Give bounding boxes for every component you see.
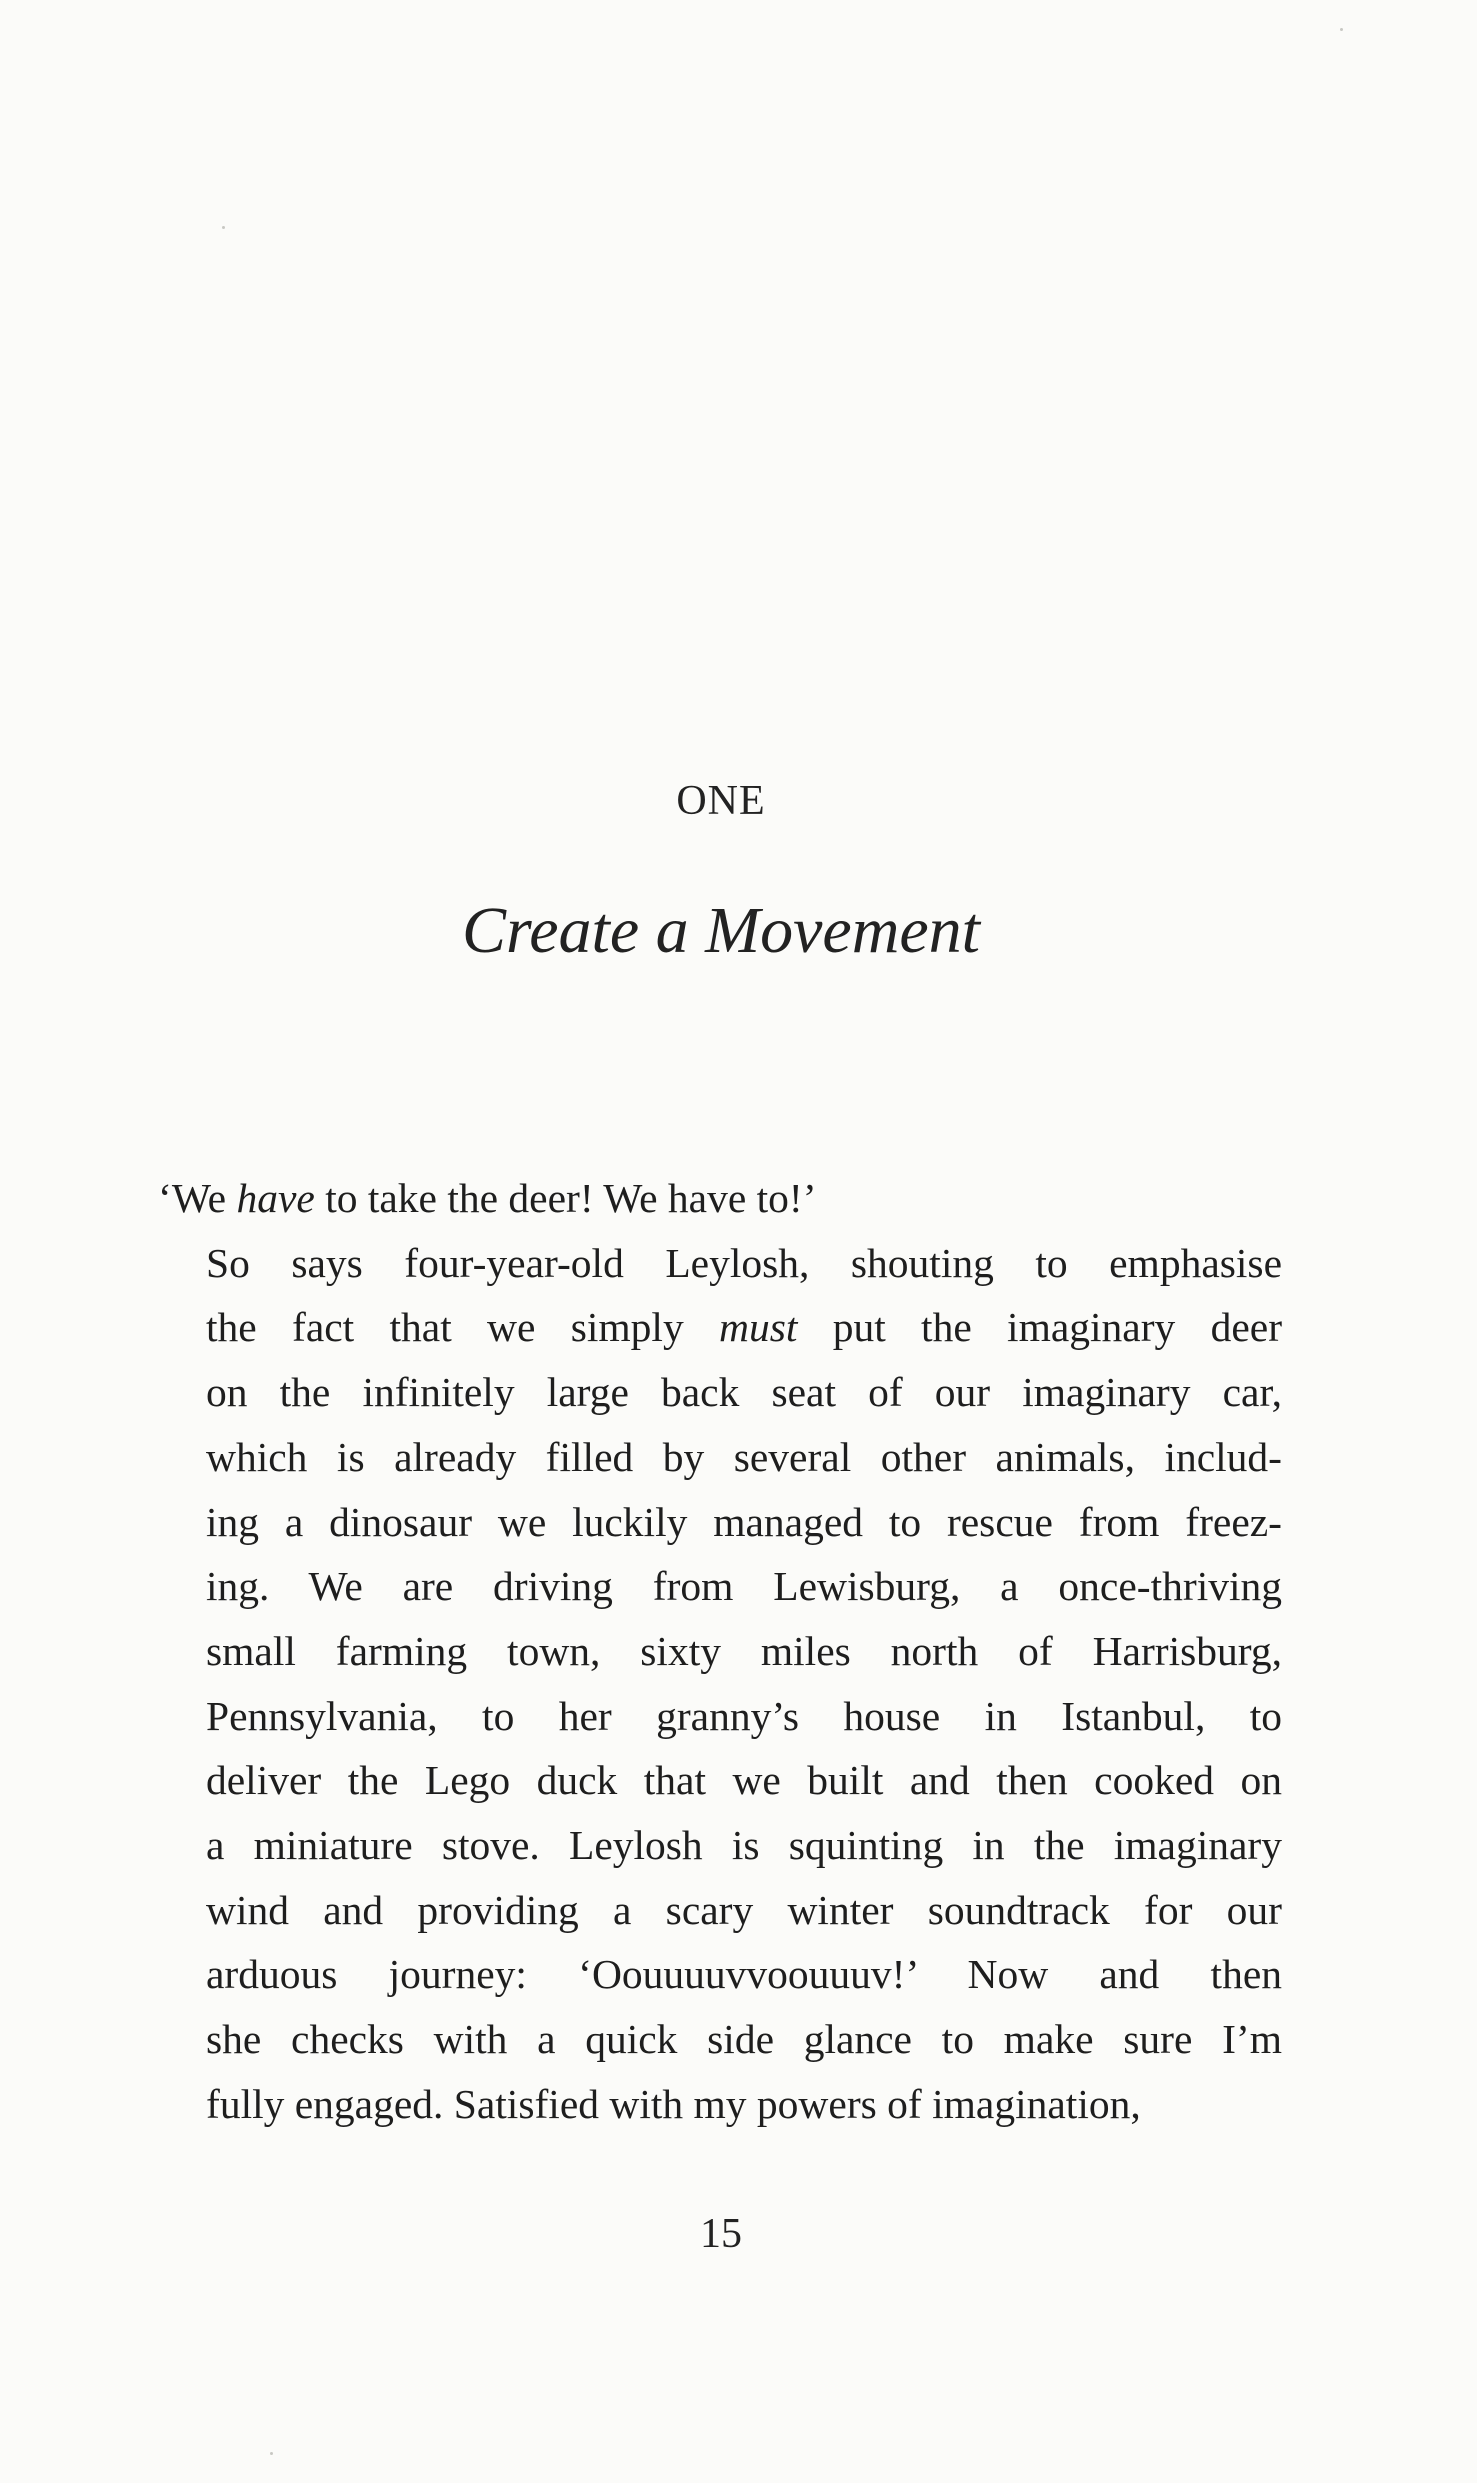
line-text: arduous journey: ‘Oouuuuvvoouuuv!’ Now and then [206, 1951, 1282, 1998]
paper-speck [270, 2452, 273, 2455]
line-text: ing. We are driving from Lewisburg, a once-thriving [206, 1563, 1282, 1610]
main-paragraph [158, 1231, 1282, 2137]
paragraph-line [158, 1295, 1282, 1360]
paragraph-line [158, 2072, 1282, 2137]
paragraph-segment-italic: have [236, 1175, 315, 1221]
paper-speck [222, 226, 225, 229]
opening-quote-paragraph [158, 1166, 1282, 1231]
paper-speck [1340, 28, 1343, 31]
body-text [158, 1166, 1282, 2137]
line-text: on the infinitely large back seat of our imaginary car, [206, 1369, 1282, 1416]
line-text: So says four-year-old Leylosh, shouting to emphasise [206, 1239, 1282, 1286]
italic-word: must [719, 1304, 798, 1351]
line-text: she checks with a quick side glance to make sure I’m [206, 2016, 1282, 2063]
paragraph-line [158, 1554, 1282, 1619]
paragraph-line [158, 1878, 1282, 1943]
paragraph-segment: ‘We [158, 1175, 237, 1221]
paragraph-line [158, 2007, 1282, 2072]
paragraph-line [158, 1813, 1282, 1878]
line-text: Pennsylvania, to her granny’s house in Istanbul, to [206, 1692, 1282, 1739]
line-text: small farming town, sixty miles north of Harrisburg, [206, 1627, 1282, 1674]
line-text: wind and providing a scary winter soundtrack for our [206, 1886, 1282, 1933]
chapter-title: Create a Movement [461, 894, 981, 967]
paragraph-line [158, 1684, 1282, 1749]
paragraph-line [158, 1619, 1282, 1684]
paragraph-line [158, 1490, 1282, 1555]
line-text: the fact that we simply [206, 1304, 720, 1351]
paragraph-line [158, 1360, 1282, 1425]
line-text: deliver the Lego duck that we built and then cooked on [206, 1757, 1282, 1804]
paragraph-line [158, 1425, 1282, 1490]
line-text: which is already filled by several other animals, includ- [206, 1433, 1282, 1480]
chapter-number: ONE [676, 778, 766, 824]
paragraph-segment: to take the deer! We have to!’ [314, 1175, 817, 1221]
line-text: put the imaginary deer [797, 1304, 1283, 1351]
line-text: a miniature stove. Leylosh is squinting in the imaginary [206, 1822, 1282, 1869]
line-text: fully engaged. Satisfied with my powers of imagination, [206, 2080, 1141, 2127]
paragraph-line [158, 1231, 1282, 1296]
paragraph-line [158, 1942, 1282, 2007]
page-number: 15 [700, 2211, 742, 2257]
line-text: ing a dinosaur we luckily managed to rescue from freez- [206, 1498, 1282, 1545]
paragraph-line [158, 1748, 1282, 1813]
